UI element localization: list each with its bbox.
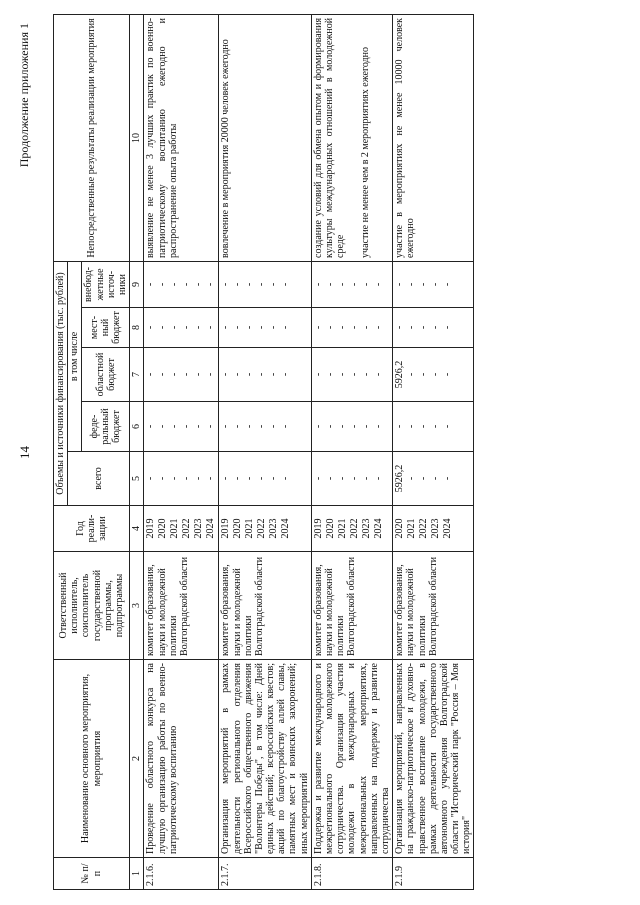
row-years-value: 2021 bbox=[169, 518, 181, 539]
row-years bbox=[219, 506, 312, 552]
row-total-value: - bbox=[181, 476, 193, 481]
row-local-value: - bbox=[268, 325, 280, 330]
row-local-value: - bbox=[312, 325, 324, 330]
row-regional-value: - bbox=[232, 372, 244, 377]
row-number: 2.1.9 bbox=[393, 858, 474, 890]
row-total-value: - bbox=[169, 476, 181, 481]
row-federal bbox=[144, 402, 219, 452]
row-federal-value: - bbox=[336, 424, 348, 429]
row-total-value: - bbox=[193, 476, 205, 481]
row-regional-value: - bbox=[193, 372, 205, 377]
row-years bbox=[144, 506, 219, 552]
row-result bbox=[144, 14, 219, 261]
row-extrabudget-value: - bbox=[324, 282, 336, 287]
row-regional-value: - bbox=[157, 372, 169, 377]
row-responsible: комитет образования, науки и молодежной политики Волгоградской области bbox=[393, 552, 474, 660]
result-text: создание условий для обмена опытом и формирования культуры международных отношений в молодежной среде bbox=[312, 17, 347, 258]
column-number: 6 bbox=[130, 402, 144, 452]
row-regional bbox=[311, 348, 392, 402]
row-years-value: 2019 bbox=[220, 518, 232, 539]
continuation-note: Продолжение приложения 1 bbox=[17, 23, 31, 168]
row-years-value: 2023 bbox=[268, 518, 280, 539]
header-local: мест-ный бюджет bbox=[82, 308, 130, 348]
row-name: Организация мероприятий, направленных на гражданско-патриотическое и духовно-нравственное воспитание молодежи, в рамках деятельности государственного автономного учреждения Волгоградской области "Исторический парк "Россия – Моя история" bbox=[393, 660, 474, 858]
row-name: Поддержка и развитие международного и межрегионального молодежного сотрудничества. Организация участия молодежи в международных и межрегиональных мероприятиях, направленных на поддержку и развитие сотрудничества bbox=[311, 660, 392, 858]
row-years-value: 2024 bbox=[372, 518, 384, 539]
row-local-value: - bbox=[232, 325, 244, 330]
column-number: 5 bbox=[130, 452, 144, 506]
column-number: 7 bbox=[130, 348, 144, 402]
row-result bbox=[219, 14, 312, 261]
row-total-value: - bbox=[372, 476, 384, 481]
row-total bbox=[311, 452, 392, 506]
row-years-value: 2023 bbox=[430, 518, 442, 539]
row-local bbox=[144, 308, 219, 348]
row-local-value: - bbox=[256, 325, 268, 330]
row-local-value: - bbox=[442, 325, 454, 330]
row-total-value: - bbox=[268, 476, 280, 481]
row-federal-value: - bbox=[312, 424, 324, 429]
row-years-value: 2019 bbox=[312, 518, 324, 539]
row-years-value: 2024 bbox=[205, 518, 217, 539]
row-local-value: - bbox=[181, 325, 193, 330]
row-federal bbox=[311, 402, 392, 452]
row-years-value: 2024 bbox=[280, 518, 292, 539]
row-federal-value: - bbox=[418, 424, 430, 429]
rotated-page bbox=[15, 15, 625, 890]
row-result bbox=[393, 14, 474, 261]
row-extrabudget-value: - bbox=[430, 282, 442, 287]
row-years-value: 2020 bbox=[232, 518, 244, 539]
table-row bbox=[144, 14, 219, 889]
row-local-value: - bbox=[360, 325, 372, 330]
result-text: участие в мероприятиях не менее 10000 человек ежегодно bbox=[394, 17, 417, 258]
table-row bbox=[311, 14, 392, 889]
row-regional-value: - bbox=[145, 372, 157, 377]
row-regional-value: - bbox=[372, 372, 384, 377]
row-federal bbox=[393, 402, 474, 452]
row-extrabudget-value: - bbox=[256, 282, 268, 287]
row-regional bbox=[144, 348, 219, 402]
row-federal-value: - bbox=[181, 424, 193, 429]
row-extrabudget-value: - bbox=[418, 282, 430, 287]
row-federal-value: - bbox=[169, 424, 181, 429]
row-result bbox=[311, 14, 392, 261]
row-local-value: - bbox=[169, 325, 181, 330]
row-regional-value: - bbox=[442, 372, 454, 377]
row-regional-value: - bbox=[324, 372, 336, 377]
row-extrabudget-value: - bbox=[280, 282, 292, 287]
row-regional bbox=[219, 348, 312, 402]
row-total-value: - bbox=[348, 476, 360, 481]
row-federal-value: - bbox=[232, 424, 244, 429]
header-federal: феде-ральный бюджет bbox=[82, 402, 130, 452]
header-financing: Объемы и источники финансирования (тыс. рублей) bbox=[54, 261, 68, 505]
result-text: вовлечение в мероприятия 20000 человек ежегодно bbox=[220, 39, 232, 258]
row-total-value: - bbox=[406, 476, 418, 481]
row-local-value: - bbox=[324, 325, 336, 330]
header-total: всего bbox=[68, 452, 130, 506]
row-total-value: - bbox=[220, 476, 232, 481]
column-number: 3 bbox=[130, 552, 144, 660]
table-row bbox=[393, 14, 474, 889]
row-local-value: - bbox=[280, 325, 292, 330]
row-local-value: - bbox=[394, 325, 406, 330]
header-name: Наименование основного мероприятия, мероприятия bbox=[54, 660, 130, 858]
result-text: выявление не менее 3 лучших практик по военно-патриотическому воспитанию ежегодно и распространение опыта работы bbox=[145, 17, 179, 258]
row-federal-value: - bbox=[406, 424, 418, 429]
header-num: № п/п bbox=[54, 858, 130, 890]
row-federal-value: - bbox=[360, 424, 372, 429]
row-years-value: 2021 bbox=[406, 518, 418, 539]
row-extrabudget-value: - bbox=[220, 282, 232, 287]
row-local-value: - bbox=[406, 325, 418, 330]
row-total-value: - bbox=[430, 476, 442, 481]
row-federal bbox=[219, 402, 312, 452]
row-federal-value: - bbox=[193, 424, 205, 429]
row-regional-value: - bbox=[360, 372, 372, 377]
row-regional-value: - bbox=[244, 372, 256, 377]
row-total bbox=[219, 452, 312, 506]
row-federal-value: - bbox=[268, 424, 280, 429]
row-years-value: 2024 bbox=[442, 518, 454, 539]
row-regional-value: - bbox=[268, 372, 280, 377]
row-regional-value: - bbox=[181, 372, 193, 377]
row-federal-value: - bbox=[430, 424, 442, 429]
row-name: Проведение областного конкурса на лучшую организацию работы по военно-патриотическому воспитанию bbox=[144, 660, 219, 858]
row-total-value: - bbox=[360, 476, 372, 481]
row-years-value: 2022 bbox=[181, 518, 193, 539]
row-federal-value: - bbox=[145, 424, 157, 429]
row-extrabudget bbox=[144, 261, 219, 307]
row-local-value: - bbox=[418, 325, 430, 330]
header-year: Год реали-зации bbox=[54, 506, 130, 552]
row-extrabudget bbox=[311, 261, 392, 307]
row-extrabudget-value: - bbox=[157, 282, 169, 287]
table-row bbox=[219, 14, 312, 889]
row-federal-value: - bbox=[394, 424, 406, 429]
row-regional-value: - bbox=[169, 372, 181, 377]
table-body bbox=[144, 14, 474, 889]
row-extrabudget-value: - bbox=[360, 282, 372, 287]
row-local-value: - bbox=[430, 325, 442, 330]
row-federal-value: - bbox=[280, 424, 292, 429]
row-local-value: - bbox=[348, 325, 360, 330]
row-total-value: 5926,2 bbox=[394, 464, 406, 493]
row-total-value: - bbox=[324, 476, 336, 481]
page-number: 14 bbox=[17, 446, 32, 459]
row-local-value: - bbox=[157, 325, 169, 330]
row-regional bbox=[393, 348, 474, 402]
row-local-value: - bbox=[145, 325, 157, 330]
row-total-value: - bbox=[205, 476, 217, 481]
row-regional-value: - bbox=[220, 372, 232, 377]
row-local bbox=[311, 308, 392, 348]
row-local bbox=[219, 308, 312, 348]
row-extrabudget-value: - bbox=[348, 282, 360, 287]
row-extrabudget-value: - bbox=[312, 282, 324, 287]
column-number: 1 bbox=[130, 858, 144, 890]
row-local-value: - bbox=[220, 325, 232, 330]
row-name: Организация мероприятий в рамках деятельности регионального отделения Всероссийского общественного движения "Волонтеры Победы", в том числе: Дней единых действий; всероссийских квестов; акций по благоустройству аллей славы, памятных мест и воинских захоронений; иных мероприятий bbox=[219, 660, 312, 858]
header-extrabudget: внебюд-жетные источ-ники bbox=[82, 261, 130, 307]
row-total-value: - bbox=[157, 476, 169, 481]
row-total-value: - bbox=[280, 476, 292, 481]
row-local-value: - bbox=[205, 325, 217, 330]
row-extrabudget-value: - bbox=[181, 282, 193, 287]
row-number: 2.1.6. bbox=[144, 858, 219, 890]
row-regional-value: - bbox=[256, 372, 268, 377]
row-federal-value: - bbox=[372, 424, 384, 429]
row-regional-value: - bbox=[418, 372, 430, 377]
row-regional-value: - bbox=[205, 372, 217, 377]
row-total-value: - bbox=[244, 476, 256, 481]
row-total-value: - bbox=[232, 476, 244, 481]
row-years-value: 2023 bbox=[360, 518, 372, 539]
column-numbers-row bbox=[130, 14, 144, 889]
row-regional-value: - bbox=[406, 372, 418, 377]
row-extrabudget-value: - bbox=[406, 282, 418, 287]
row-extrabudget-value: - bbox=[205, 282, 217, 287]
row-extrabudget-value: - bbox=[193, 282, 205, 287]
row-extrabudget-value: - bbox=[232, 282, 244, 287]
column-number: 4 bbox=[130, 506, 144, 552]
row-years bbox=[311, 506, 392, 552]
row-regional-value: - bbox=[430, 372, 442, 377]
column-number: 10 bbox=[130, 14, 144, 261]
program-table bbox=[53, 14, 474, 890]
row-extrabudget-value: - bbox=[394, 282, 406, 287]
row-federal-value: - bbox=[348, 424, 360, 429]
row-total-value: - bbox=[442, 476, 454, 481]
header-responsible: Ответственный исполнитель, соисполнитель государственной программы, подпрограммы bbox=[54, 552, 130, 660]
row-total bbox=[393, 452, 474, 506]
row-regional-value: - bbox=[348, 372, 360, 377]
row-years-value: 2021 bbox=[244, 518, 256, 539]
row-extrabudget-value: - bbox=[169, 282, 181, 287]
row-federal-value: - bbox=[324, 424, 336, 429]
header-including: в том числе bbox=[68, 261, 82, 451]
row-responsible: комитет образования, науки и молодежной политики Волгоградской области bbox=[144, 552, 219, 660]
row-federal-value: - bbox=[205, 424, 217, 429]
row-federal-value: - bbox=[220, 424, 232, 429]
row-years-value: 2021 bbox=[336, 518, 348, 539]
row-total-value: - bbox=[312, 476, 324, 481]
row-years-value: 2019 bbox=[145, 518, 157, 539]
row-federal-value: - bbox=[442, 424, 454, 429]
row-extrabudget bbox=[219, 261, 312, 307]
row-regional-value: - bbox=[280, 372, 292, 377]
row-extrabudget-value: - bbox=[336, 282, 348, 287]
row-years-value: 2020 bbox=[324, 518, 336, 539]
row-extrabudget-value: - bbox=[442, 282, 454, 287]
column-number: 2 bbox=[130, 660, 144, 858]
row-years-value: 2022 bbox=[348, 518, 360, 539]
row-total-value: - bbox=[256, 476, 268, 481]
row-extrabudget-value: - bbox=[244, 282, 256, 287]
row-number: 2.1.7. bbox=[219, 858, 312, 890]
row-responsible: комитет образования, науки и молодежной политики Волгоградской области bbox=[219, 552, 312, 660]
header-regional: областной бюджет bbox=[82, 348, 130, 402]
row-years-value: 2020 bbox=[157, 518, 169, 539]
row-total bbox=[144, 452, 219, 506]
row-extrabudget-value: - bbox=[268, 282, 280, 287]
row-extrabudget-value: - bbox=[372, 282, 384, 287]
row-local-value: - bbox=[372, 325, 384, 330]
row-total-value: - bbox=[336, 476, 348, 481]
row-local-value: - bbox=[193, 325, 205, 330]
header-result: Непосредственные результаты реализации мероприятия bbox=[54, 14, 130, 261]
row-total-value: - bbox=[418, 476, 430, 481]
row-federal-value: - bbox=[157, 424, 169, 429]
row-local-value: - bbox=[336, 325, 348, 330]
row-years-value: 2022 bbox=[256, 518, 268, 539]
row-years-value: 2023 bbox=[193, 518, 205, 539]
row-federal-value: - bbox=[244, 424, 256, 429]
row-regional-value: - bbox=[336, 372, 348, 377]
row-extrabudget bbox=[393, 261, 474, 307]
row-years-value: 2020 bbox=[394, 518, 406, 539]
row-extrabudget-value: - bbox=[145, 282, 157, 287]
row-local-value: - bbox=[244, 325, 256, 330]
row-total-value: - bbox=[145, 476, 157, 481]
row-regional-value: 5926,2 bbox=[394, 360, 406, 389]
row-federal-value: - bbox=[256, 424, 268, 429]
column-number: 9 bbox=[130, 261, 144, 307]
row-years-value: 2022 bbox=[418, 518, 430, 539]
row-regional-value: - bbox=[312, 372, 324, 377]
row-responsible: комитет образования, науки и молодежной политики Волгоградской области bbox=[311, 552, 392, 660]
row-years bbox=[393, 506, 474, 552]
row-local bbox=[393, 308, 474, 348]
column-number: 8 bbox=[130, 308, 144, 348]
row-number: 2.1.8. bbox=[311, 858, 392, 890]
result-text: участие не менее чем в 2 мероприятиях ежегодно bbox=[360, 47, 372, 258]
